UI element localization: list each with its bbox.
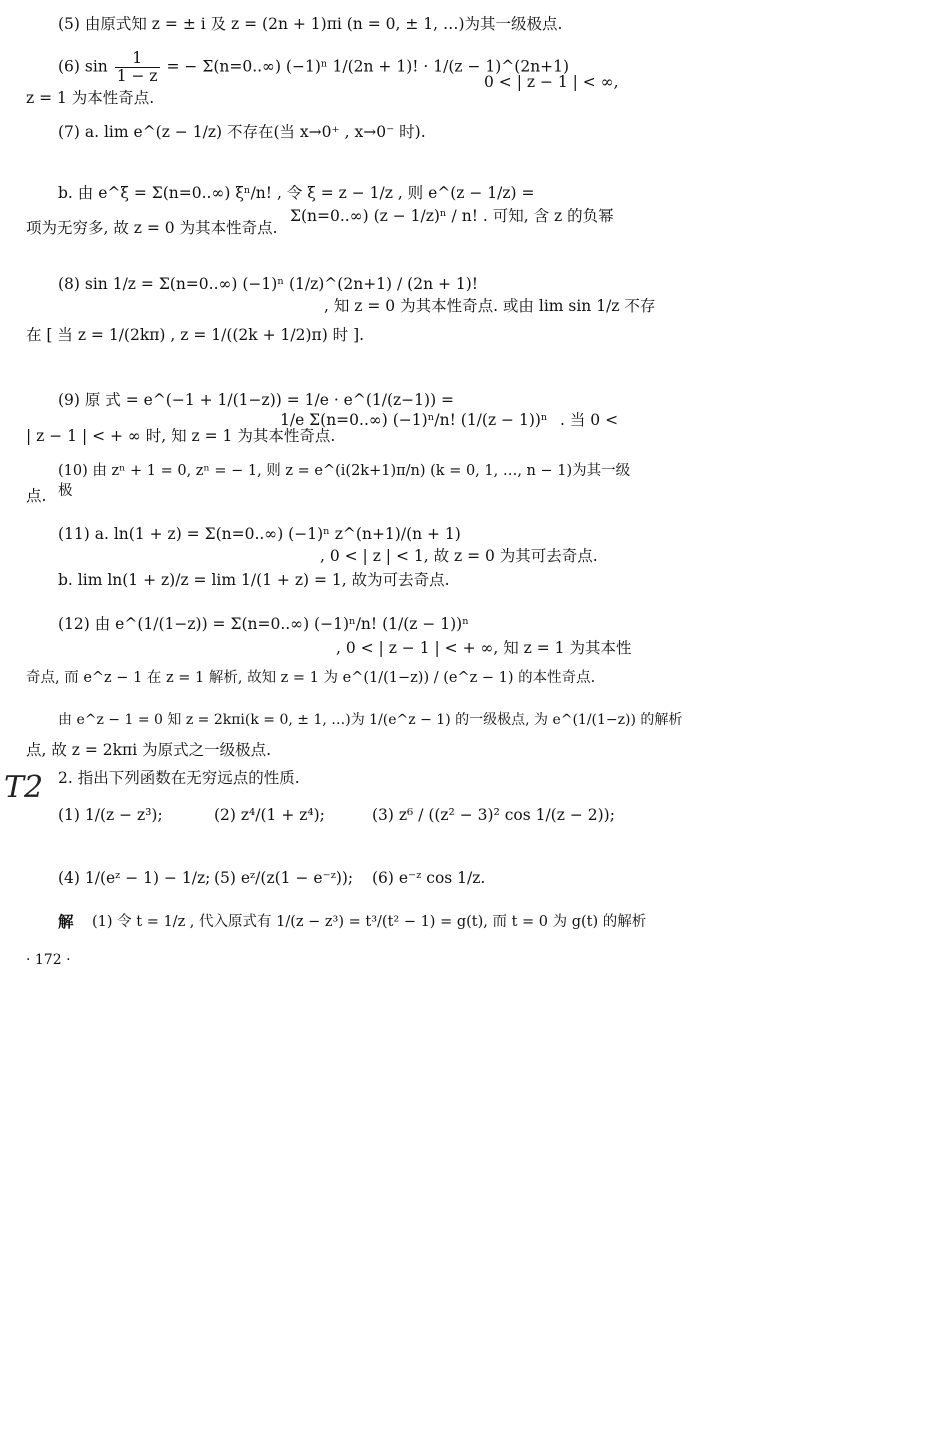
item-12-body: 奇点, 而 e^z − 1 在 z = 1 解析, 故知 z = 1 为 e^(1/(1−z)) / (e^z − 1) 的本性奇点.	[26, 670, 596, 686]
item-6-lead: (6) sin	[58, 57, 108, 76]
item-8-tail: , 知 z = 0 为其本性奇点. 或由 lim sin 1/z 不存	[324, 297, 656, 315]
item-12-tail: , 0 < | z − 1 | < + ∞, 知 z = 1 为其本性	[336, 639, 632, 657]
item-12-conclusion: 点, 故 z = 2kπi 为原式之一级极点.	[26, 741, 272, 759]
item-9-conclusion: | z − 1 | < + ∞ 时, 知 z = 1 为其本性奇点.	[26, 427, 336, 445]
item-7b-series: Σ(n=0..∞) ξⁿ/n!	[151, 184, 273, 202]
item-11b: b. lim ln(1 + z)/z = lim 1/(1 + z) = 1, 故为可去奇点.	[58, 571, 450, 589]
question-2-item-6: (6) e⁻ᶻ cos 1/z.	[372, 869, 486, 887]
item-6-series: Σ(n=0..∞) (−1)ⁿ 1/(2n + 1)! · 1/(z − 1)^(2n+1)	[202, 57, 570, 76]
item-11a-lead: (11) a. ln(1 + z) =	[58, 525, 200, 543]
item-8-series: Σ(n=0..∞) (−1)ⁿ (1/z)^(2n+1) / (2n + 1)!	[158, 275, 479, 293]
item-8-lead: (8) sin 1/z =	[58, 275, 154, 293]
question-2-item-3: (3) z⁶ / ((z² − 3)² cos 1/(z − 2));	[372, 806, 615, 824]
item-7b-lead: b. 由 e^ξ =	[58, 184, 147, 202]
item-6-domain: 0 < | z − 1 | < ∞,	[484, 73, 619, 91]
item-8-condition: 在 [ 当 z = 1/(2kπ) , z = 1/((2k + 1/2)π) 时 ].	[26, 326, 365, 344]
question-2-item-5: (5) eᶻ/(z(1 − e⁻ᶻ));	[214, 869, 354, 887]
item-7b-conclusion: 项为无穷多, 故 z = 0 为其本性奇点.	[26, 219, 278, 237]
item-9-series: 1/e Σ(n=0..∞) (−1)ⁿ/n! (1/(z − 1))ⁿ	[280, 411, 548, 429]
item-8	[58, 274, 668, 294]
item-9: (9) 原 式 = e^(−1 + 1/(1−z)) = 1/e · e^(1/(z−1)) =	[58, 391, 455, 409]
item-12-poles: 由 e^z − 1 = 0 知 z = 2kπi(k = 0, ± 1, …)为 1/(e^z − 1) 的一级极点, 为 e^(1/(1−z)) 的解析	[58, 712, 683, 728]
item-6-fraction: $\frac{1}{1 - z}$	[116, 49, 158, 85]
item-11a-series: Σ(n=0..∞) (−1)ⁿ z^(n+1)/(n + 1)	[204, 525, 461, 543]
item-11a-tail: , 0 < | z | < 1, 故 z = 0 为其可去奇点.	[320, 547, 598, 565]
item-7b-series2-text: Σ(n=0..∞) (z − 1/z)ⁿ / n!	[290, 207, 478, 225]
question-2-item-1: (1) 1/(z − z³);	[58, 806, 163, 824]
page-number: · 172 ·	[26, 952, 71, 968]
item-10-end: 点.	[26, 487, 47, 505]
question-2-item-2: (2) z⁴/(1 + z⁴);	[214, 806, 325, 824]
item-7a: (7) a. lim e^(z − 1/z) 不存在(当 x→0⁺ , x→0⁻ 时).	[58, 123, 426, 141]
item-7b	[58, 183, 668, 203]
item-7b-tail: . 可知, 含 z 的负幂	[482, 207, 614, 225]
item-6: (6) sin $\frac{1}{1 - z}$ = − Σ(n=0..∞) (−1)ⁿ 1/(2n + 1)! · 1/(z − 1)^(2n+1)	[58, 49, 570, 85]
item-6-conclusion: z = 1 为本性奇点.	[26, 89, 155, 107]
item-5: (5) 由原式知 z = ± i 及 z = (2n + 1)πi (n = 0, ± 1, …)为其一级极点.	[58, 15, 563, 33]
question-2-heading: 2. 指出下列函数在无穷远点的性质.	[58, 769, 300, 787]
solution-text: (1) 令 t = 1/z , 代入原式有 1/(z − z³) = t³/(t² − 1) = g(t), 而 t = 0 为 g(t) 的解析	[92, 914, 647, 930]
margin-note: T2	[4, 770, 44, 805]
item-12-lead: (12) 由 e^(1/(1−z)) =	[58, 615, 226, 633]
solution-label: 解	[58, 912, 74, 931]
item-9-tail: . 当 0 <	[560, 411, 619, 429]
item-11a	[58, 524, 668, 544]
item-7b-mid: , 令 ξ = z − 1/z , 则 e^(z − 1/z) =	[276, 184, 535, 202]
item-12-series: Σ(n=0..∞) (−1)ⁿ/n! (1/(z − 1))ⁿ	[230, 615, 469, 633]
item-12	[58, 614, 668, 634]
item-10: (10) 由 zⁿ + 1 = 0, zⁿ = − 1, 则 z = e^(i(2k+1)π/n) (k = 0, 1, …, n − 1)为其一级极	[58, 463, 631, 499]
question-2-item-4: (4) 1/(eᶻ − 1) − 1/z;	[58, 869, 211, 887]
